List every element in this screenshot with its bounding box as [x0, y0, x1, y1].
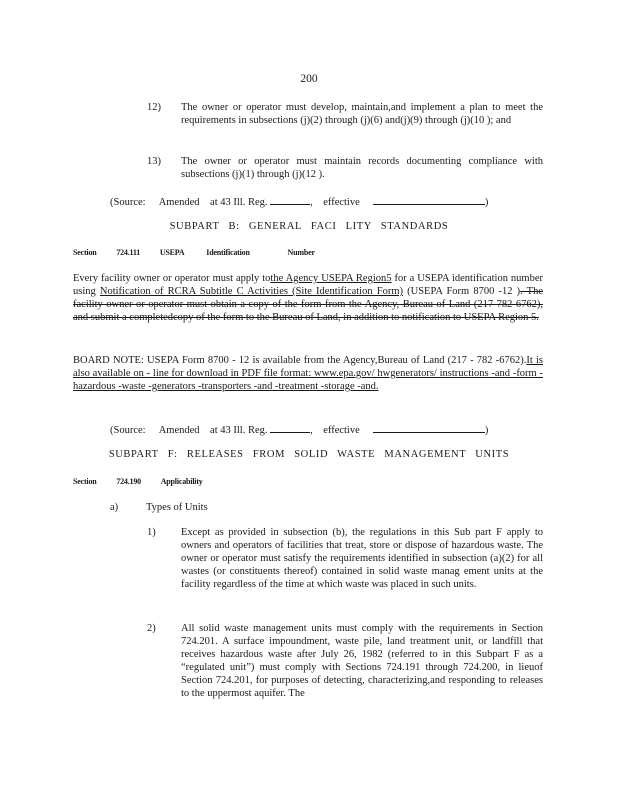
subsection [110, 501, 310, 515]
page-number: 200 [300, 73, 318, 85]
subpart-heading: SUBPART F: RELEASES FROM SOLID WASTE MANAGEMENT UNITS [108, 449, 510, 460]
reg-blank [270, 195, 310, 205]
effective-blank [373, 195, 485, 205]
section-body: Every facility owner or operator must apply tothe Agency USEPA Region5 for a USEPA identification number using Notification of RCRA Subtitle C Activities (Site Identification Form) (USEPA Form 8700 -12 ). The facility owner or operator must obtain a copy of the form from the Agency, Bureau of Land (217 782 6762), and submit a completedcopy of the form to the Bureau of Land, in addition to notification to USEPA Region 5. [73, 273, 543, 323]
item-text: All solid waste management units must comply with the requirements in Section 724.201. A surface impoundment, waste pile, land treatment unit, or landfill that receives hazardous waste after July 26, 1982 (referred to in this Subpart F as a “regulated unit”) must comply with Sections 724.191 through 724.200, in lieuof Section 724.201, for purposes of detecting, characterizing,and responding to releases to the uppermost aquifer. The [181, 623, 543, 699]
item-number: 1) [147, 527, 156, 538]
source-note: (Source: Amended at 43 Ill. Reg. , effective ) [110, 197, 489, 208]
board-note: BOARD NOTE: USEPA Form 8700 - 12 is available from the Agency,Bureau of Land (217 - 782 -6762).It is also available on - line for download in PDF file format: www.epa.gov/ hwgenerators/ instructions -and -form -hazardous -waste -generators -transporters -and -treatment -storage -and. [73, 355, 543, 392]
item-number: 13) [147, 156, 161, 167]
section-heading: Section 724.111 USEPA Identification Number [73, 248, 315, 257]
item-number: 12) [147, 102, 161, 113]
list-item [147, 155, 543, 183]
inserted-text: Notification of RCRA Subtitle C Activities (Site Identification Form) [99, 286, 403, 297]
item-number: 2) [147, 623, 156, 634]
section-heading: Section 724.190 Applicability [73, 477, 203, 486]
inserted-text: It is also available on - line for download in PDF file format: www.epa.gov/ hwgenerators/ instructions -and -form -hazardous -waste -generators -transporters -and -treatment -storage -and. [73, 355, 543, 392]
subsection-title: Types of Units [146, 502, 208, 513]
source-note: (Source: Amended at 43 Ill. Reg. , effective ) [110, 425, 489, 436]
list-item [147, 622, 543, 702]
list-item [147, 526, 543, 611]
item-text: The owner or operator must develop, maintain,and implement a plan to meet the requirements in subsections (j)(2) through (j)(6) and(j)(9) through (j)(10 ); and [181, 102, 543, 126]
effective-blank [373, 423, 485, 433]
list-item [147, 101, 543, 141]
subpart-heading: SUBPART B: GENERAL FACI LITY STANDARDS [169, 221, 449, 232]
item-text: Except as provided in subsection (b), the regulations in this Sub part F apply to owners and operators of facilities that treat, store or dispose of hazardous waste. The owner or operator must satisfy the requirements identified in subsection (a)(2) for all wastes (or constituents thereof) contained in solid waste manag ement units at the facility regardless of the time at which waste was placed in such units. [181, 527, 543, 590]
item-text: The owner or operator must maintain records documenting compliance with subsections (j)(1) through (j)(12 ). [181, 156, 543, 180]
subsection-label: a) [110, 502, 119, 513]
inserted-text: the Agency USEPA Region5 [270, 273, 392, 284]
deleted-text: . The facility owner or operator must obtain a copy of the form from the Agency, Bureau of Land (217 782 6762), and submit a completedcopy of the form to the Bureau of Land, in addition to notification to USEPA Region 5. [73, 286, 543, 323]
reg-blank [270, 423, 310, 433]
